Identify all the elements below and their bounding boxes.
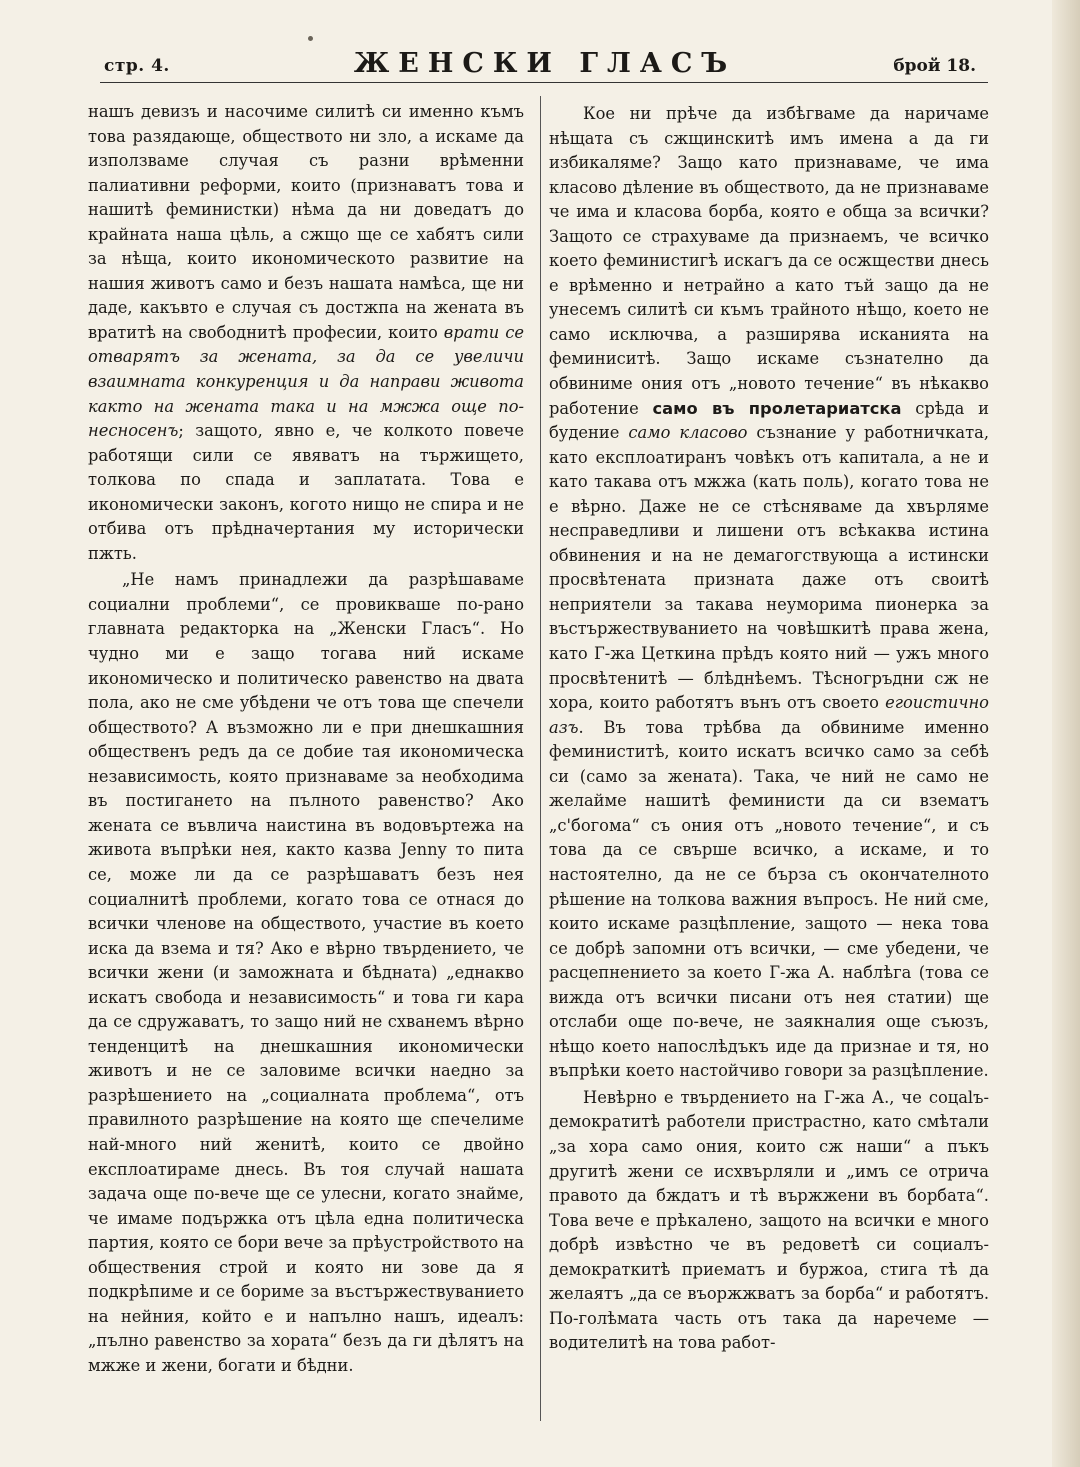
right-p1-italic-1: само класово [628,423,748,443]
left-p1-text-b: ; защото, явно е, че колкото повече работящи сили се явяватъ на тържището, толкова по спада и заплатата. Това е икономически законъ, когото нищо не спира и не отбива отъ прѣдначертания му исторически пжть. [88,421,524,563]
page-edge-shadow [1052,0,1080,1467]
right-paragraph-2: Невѣрно е твърдението на Г-жа А., че соцalъ-демократитѣ работели пристрастно, като смѣтали „за хора само ония, които сж наши“ а пъкъ другитѣ жени се исхвърляли и „имъ се отрича правото да бждатъ и тѣ вържжени въ борбата“. Това вече е прѣкалено, защото на всички е много добрѣ извѣстно че въ редоветѣ си социалъ-демократкитѣ приематъ и буржоа, стига тѣ да желаятъ „да се въоржжватъ за борба“ и работятъ. По-голѣмата часть отъ така да наречеме — водителитѣ на това работ- [549,1087,989,1353]
right-p1-text-b: срѣда и будение [549,398,990,443]
left-paragraph-1 [88,100,524,566]
right-p1-text-a: Кое ни прѣче да избѣгваме да наричаме нѣщата съ сжщинскитѣ имъ имена а да ги избикаляме? Защо като признаваме, че има класово дѣление въ обществото, да не признаваме че има и класова борба, която е обща за всички? Защото се страхуваме да признаемъ, че всичко което феминистигѣ искагъ да се осжществи днесь е врѣменно и нетрайно а като тъй защо да не унесемъ силитѣ си къмъ трайното нѣщо, което не само исключва, а разширява исканията на феминиситѣ. Защо искаме съзнателно да обвиниме ония отъ „новото течение“ въ нѣкакво работение [549,104,989,418]
header-rule [100,82,988,83]
left-p1-italic: врати се отварятъ за жената, за да се увеличи взаимната конкуренция и да направи живота както на жената така и на мжжа още по-несносенъ [88,322,524,441]
column-divider [540,96,541,1421]
right-p1-bold: само въ пролетариатска [652,398,902,418]
newspaper-title: ЖЕНСКИ ГЛАСЪ [353,48,737,79]
left-paragraph-2: „Не намъ принадлежи да разрѣшаваме социални проблеми“, се провикваше по-рано главната редакторка на „Женски Гласъ“. Но чудно ми е защо тогава ний искаме икономическо и политическо равенство на двата пола, ако не сме убѣдени че отъ това ще спечели обществото? А възможно ли е при днешкашния общественъ редъ да се добие тая икономическа независимость, която признаваме за необходима въ постигането на пълното равенство? Ако жената се въвлича наистина въ водовъртежа на живота въпрѣки нея, както казва Jenny то пита се, може ли да се разрѣшаватъ безъ нея социалнитѣ проблеми, когато това се отнася до всички членове на обществото, участие въ което иска да взема и тя? Ако е вѣрно твърдението, че всички жени (и заможната и бѣдната) „еднакво искатъ свобода и независимость“ и това ги кара да се сдружаватъ, то защо ний не схванемъ вѣрно тенденцитѣ на днешкашния икономически животъ и не се заловиме всички наедно за разрѣшението на „социалната проблема“, отъ правилното разрѣшение на която ще спечелиме най-много ний женитѣ, които се двойно експлоатираме днесь. Въ тоя случай нашата задача още по-вече ще се улесни, когато знайме, че имаме подържка отъ цѣла една политическа партия, която се бори вече за прѣустройството на обществения строй и която ни зове да я подкрѣпиме и се бориме за въстържествуванието на нейния, който е и напълно нашъ, идеалъ: „пълно равенство за хората“ безъ да ги дѣлятъ на мжже и жени, богати и бѣдни. [88,570,524,1375]
left-p1-text-a: нашъ девизъ и насочиме силитѣ си именно къмъ това разядающе, обществото ни зло, а искаме да използваме случая съ разни врѣменни палиативни реформи, които (признаватъ това и нашитѣ феминистки) нѣма да ни доведатъ до крайната наша цѣль, а сжщо ще се хабятъ сили за нѣща, които икономическото развитие на нашия животъ само и безъ нашата намѣса, ще ни даде, какъвто е случая съ достжпа на жената въ вратитѣ на свободнитѣ професии, които [88,102,524,342]
ink-speck [308,36,313,41]
left-column [88,100,524,1378]
right-p1-italic-2: егоистично азъ [549,693,989,737]
page-number: стр. 4. [104,56,170,76]
right-p1-text-c: съзнание у работничката, като експлоатиранъ човѣкъ отъ капитала, а не и като такава отъ мжжа (кать поль), когато това не е вѣрно. Даже не се стѣсняваме да хвърляме несправедливи и лишени отъ всѣкаква истина обвинения и на не демагогствующа а истински просвѣтената призната даже отъ своитѣ неприятели за такава неуморима пионерка за въстържествуванието на човѣшкитѣ права жена, като Г-жа Цеткина прѣдъ която ний — ужъ много просвѣтенитѣ — блѣднѣемъ. Тѣсногръдни сж не хора, които работятъ вънъ отъ своето [549,423,990,713]
right-column [549,100,989,1356]
right-paragraph-1 [549,102,989,1084]
page-header [100,48,990,84]
right-p1-text-d: . Въ това трѣбва да обвиниме именно феминиститѣ, които искатъ всичко само за себѣ си (само за жената). Така, че ний не само не желайме нашитѣ феминисти да си взематъ „с'богома“ съ ония отъ „новото течение“, и съ това да се свърше всичко, а искаме, и то настоятелно, да не се бърза съ окончателното рѣшение на толкова важния въпросъ. Не ний сме, които искаме разцѣпление, защото — нека това се добрѣ запомни отъ всички, — сме убедени, че расцепнението за което Г-жа А. наблѣга (това се вижда отъ всички писани отъ нея статии) ще отслаби още по-вече, не заякналия още съюзъ, нѣщо което напослѣдъкъ иде да признае и тя, но въпрѣки което настойчиво говори за разцѣпление. [549,717,989,1081]
issue-number: брой 18. [893,56,976,76]
